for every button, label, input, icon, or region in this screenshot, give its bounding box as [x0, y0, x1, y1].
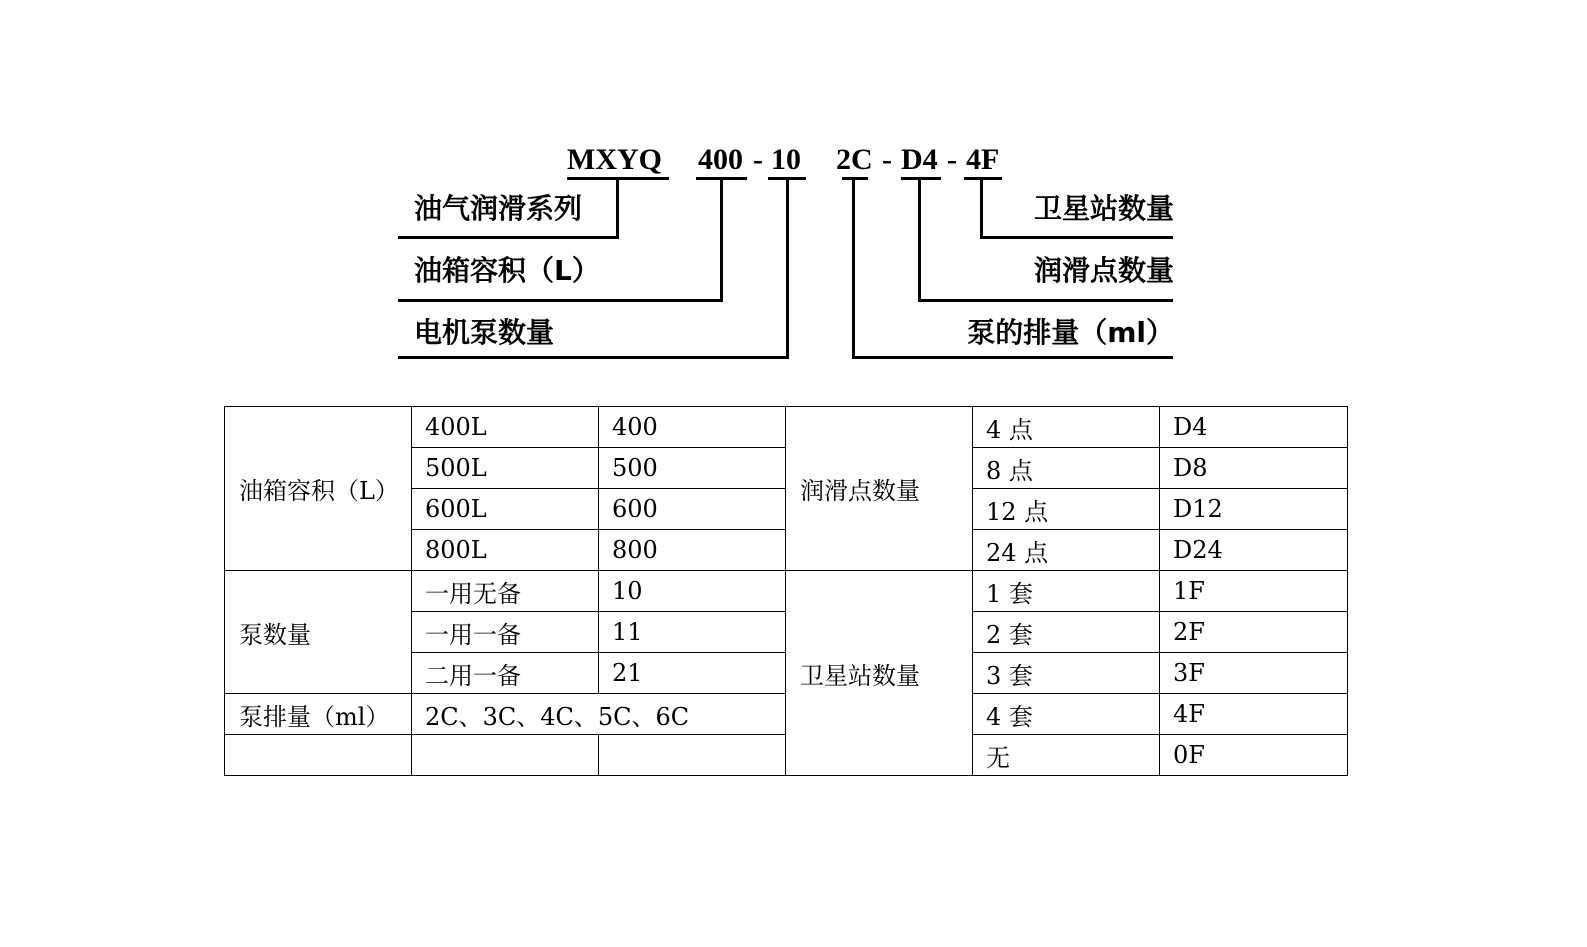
- code-underline: [842, 177, 868, 180]
- cell-desc: 8 点: [973, 448, 1160, 489]
- code-stations: 4F: [966, 143, 1000, 176]
- leader-line: [616, 178, 619, 238]
- group-label-pumps: 泵数量: [225, 571, 412, 694]
- code-pumps: 10: [771, 143, 801, 176]
- cell-desc: 4 套: [973, 694, 1160, 735]
- cell-desc: 500L: [412, 448, 599, 489]
- cell-desc: 600L: [412, 489, 599, 530]
- cell-code: 21: [599, 653, 786, 694]
- leader-line: [786, 178, 789, 359]
- cell-displacement-values: 2C、3C、4C、5C、6C: [412, 694, 786, 735]
- group-label-stations: 卫星站数量: [786, 571, 973, 776]
- cell-code: 4F: [1160, 694, 1348, 735]
- cell-code: 11: [599, 612, 786, 653]
- cell-desc: 4 点: [973, 407, 1160, 448]
- code-displacement: 2C: [836, 143, 873, 176]
- leader-line: [852, 356, 1173, 359]
- leader-line: [398, 236, 619, 239]
- label-displacement: 泵的排量（ml）: [967, 316, 1174, 349]
- empty-cell: [225, 735, 412, 776]
- leader-line: [720, 178, 723, 302]
- cell-desc: 400L: [412, 407, 599, 448]
- cell-code: 1F: [1160, 571, 1348, 612]
- cell-code: 0F: [1160, 735, 1348, 776]
- code-series: MXYQ: [567, 143, 662, 176]
- table-row: [225, 571, 1348, 612]
- leader-line: [980, 178, 983, 238]
- cell-code: D12: [1160, 489, 1348, 530]
- group-label-tank: 油箱容积（L）: [225, 407, 412, 571]
- cell-code: D24: [1160, 530, 1348, 571]
- cell-desc: 一用无备: [412, 571, 599, 612]
- code-underline: [901, 177, 941, 180]
- cell-code: 800: [599, 530, 786, 571]
- code-dash: -: [947, 143, 957, 176]
- label-stations: 卫星站数量: [1033, 192, 1174, 225]
- group-label-points: 润滑点数量: [786, 407, 973, 571]
- leader-line: [852, 178, 855, 359]
- cell-desc: 800L: [412, 530, 599, 571]
- empty-cell: [412, 735, 599, 776]
- spec-table: [224, 406, 1348, 776]
- cell-code: 3F: [1160, 653, 1348, 694]
- label-series: 油气润滑系列: [414, 192, 583, 225]
- code-underline: [964, 177, 1002, 180]
- cell-desc: 无: [973, 735, 1160, 776]
- code-capacity: 400: [698, 143, 743, 176]
- leader-line: [398, 299, 723, 302]
- label-points: 润滑点数量: [1033, 254, 1174, 287]
- cell-desc: 3 套: [973, 653, 1160, 694]
- cell-code: 500: [599, 448, 786, 489]
- label-capacity: 油箱容积（L）: [414, 254, 600, 287]
- empty-cell: [599, 735, 786, 776]
- cell-desc: 1 套: [973, 571, 1160, 612]
- leader-line: [398, 356, 789, 359]
- cell-code: 400: [599, 407, 786, 448]
- cell-desc: 2 套: [973, 612, 1160, 653]
- cell-code: 10: [599, 571, 786, 612]
- table-row: [225, 407, 1348, 448]
- group-label-displacement: 泵排量（ml）: [225, 694, 412, 735]
- cell-code: D8: [1160, 448, 1348, 489]
- cell-code: 2F: [1160, 612, 1348, 653]
- cell-code: 600: [599, 489, 786, 530]
- leader-line: [918, 178, 921, 302]
- code-dash: -: [882, 143, 892, 176]
- leader-line: [980, 236, 1173, 239]
- cell-code: D4: [1160, 407, 1348, 448]
- label-pumps: 电机泵数量: [414, 316, 555, 349]
- cell-desc: 二用一备: [412, 653, 599, 694]
- cell-desc: 24 点: [973, 530, 1160, 571]
- code-dash: -: [753, 143, 763, 176]
- cell-desc: 一用一备: [412, 612, 599, 653]
- cell-desc: 12 点: [973, 489, 1160, 530]
- code-points: D4: [901, 143, 938, 176]
- leader-line: [918, 299, 1173, 302]
